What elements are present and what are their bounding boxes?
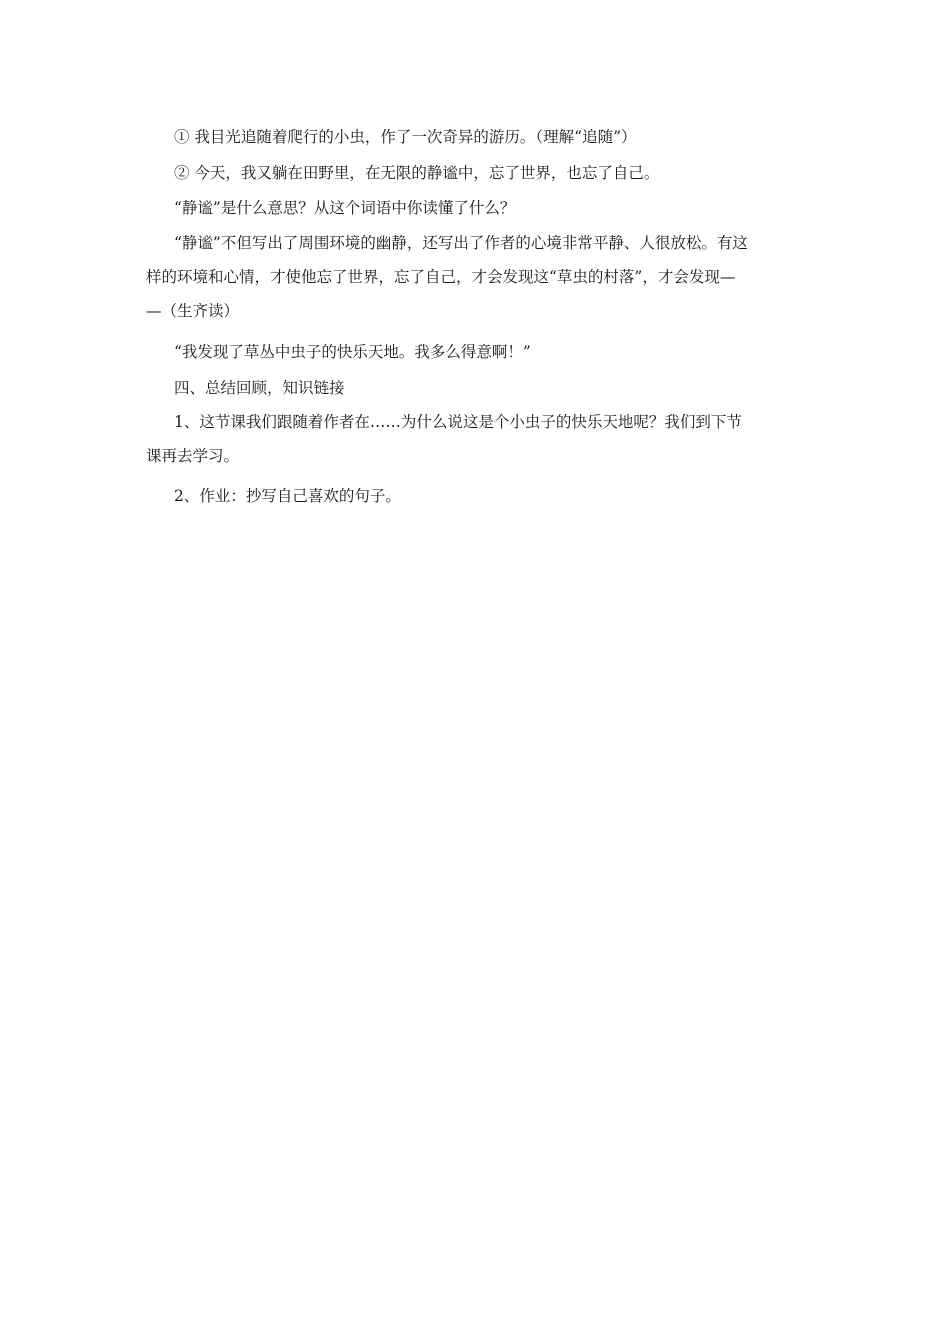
item-1 xyxy=(146,405,806,473)
paragraph-4-line-1: “静谧”不但写出了周围环境的幽静，还写出了作者的心境非常平静、人很放松。有这 xyxy=(174,234,748,252)
item-1-line-1: 1、这节课我们跟随着作者在……为什么说这是个小虫子的快乐天地呢？我们到下节 xyxy=(174,413,742,431)
paragraph-1: ① 我目光追随着爬行的小虫，作了一次奇异的游历。（理解“追随”） xyxy=(174,128,637,146)
quote-paragraph: “我发现了草丛中虫子的快乐天地。我多么得意啊！” xyxy=(174,343,531,361)
paragraph-3: “静谧”是什么意思？从这个词语中你读懂了什么？ xyxy=(174,199,516,217)
paragraph-4-line-3: —（生齐读） xyxy=(146,302,240,320)
item-2: 2、作业：抄写自己喜欢的句子。 xyxy=(174,487,401,505)
item-1-line-2: 课再去学习。 xyxy=(146,447,240,465)
section-heading: 四、总结回顾，知识链接 xyxy=(174,379,345,397)
paragraph-4-line-2: 样的环境和心情，才使他忘了世界，忘了自己，才会发现这“草虫的村落”，才会发现— xyxy=(146,268,736,286)
paragraph-4 xyxy=(146,226,806,328)
paragraph-2: ② 今天，我又躺在田野里，在无限的静谧中，忘了世界，也忘了自己。 xyxy=(174,164,660,182)
